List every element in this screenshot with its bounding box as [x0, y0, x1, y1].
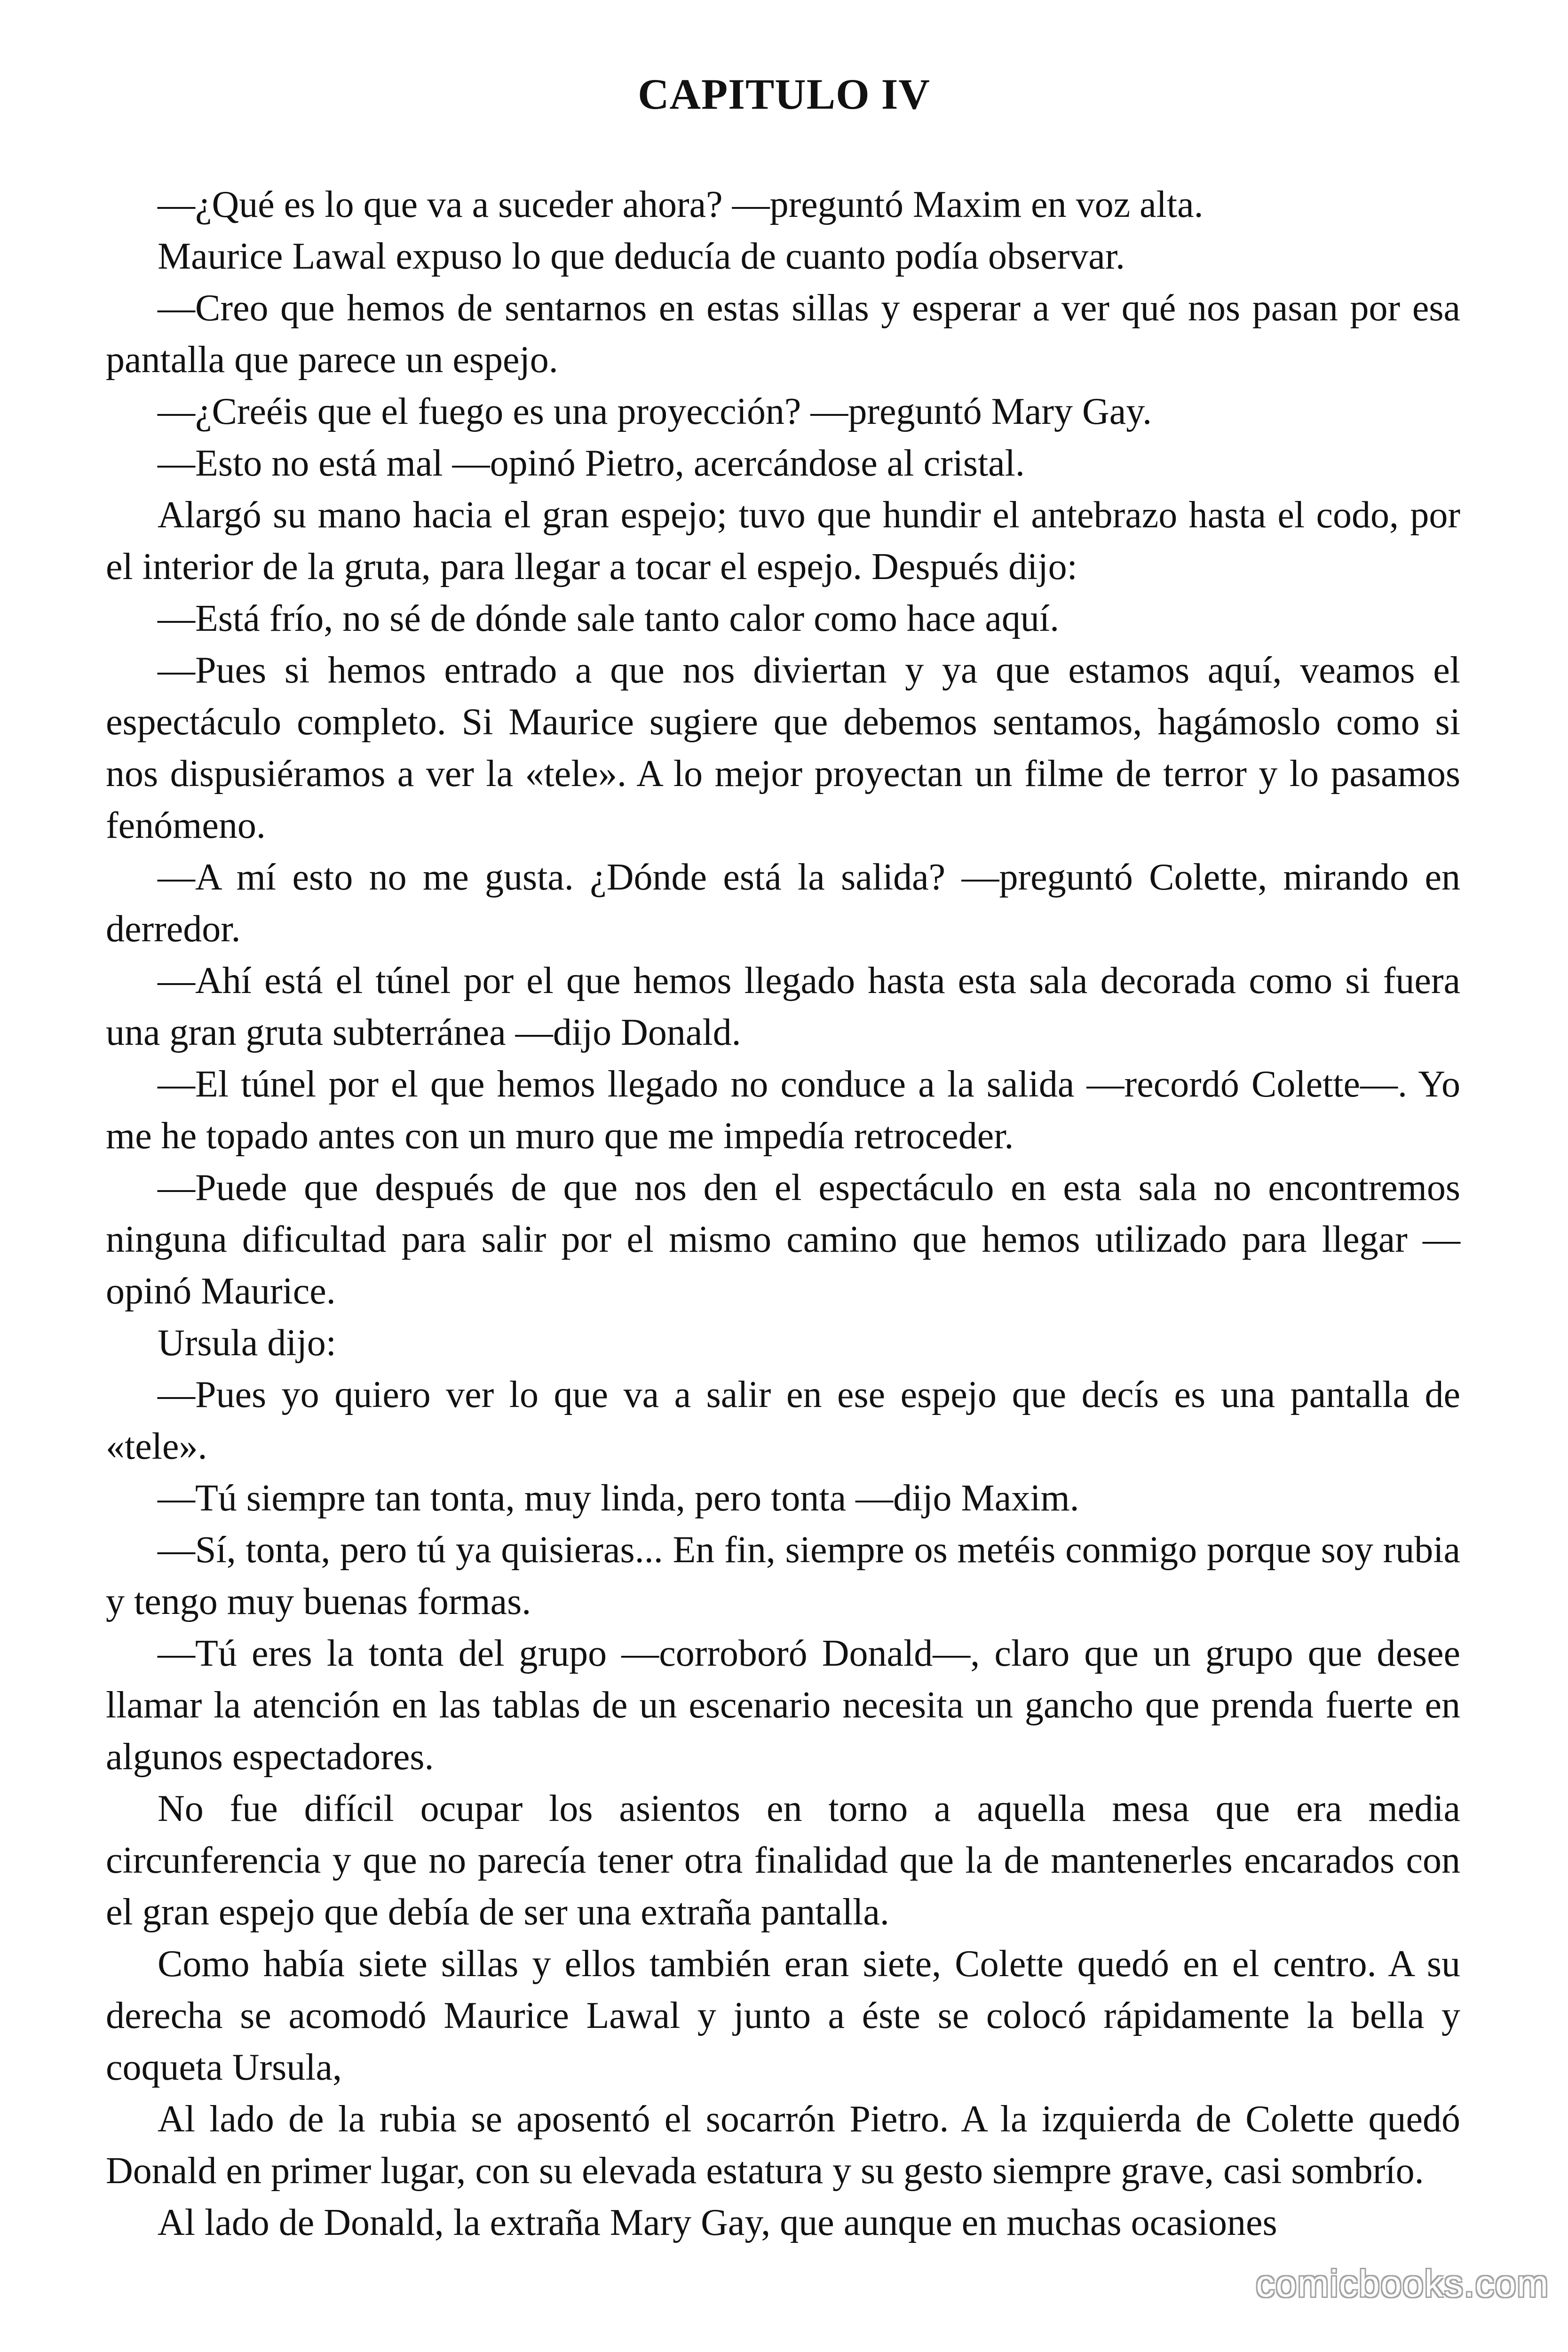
paragraph: Al lado de la rubia se aposentó el socarrón Pietro. A la izquierda de Colette quedó Donald en primer lugar, con su elevada estatura y su gesto siempre grave, casi sombrío. — [106, 2098, 1460, 2192]
paragraph: —¿Qué es lo que va a suceder ahora? —preguntó Maxim en voz alta. — [158, 184, 1204, 225]
paragraph: Alargó su mano hacia el gran espejo; tuvo que hundir el antebrazo hasta el codo, por el interior de la gruta, para llegar a tocar el espejo. Después dijo: — [106, 494, 1460, 588]
paragraph: —Pues yo quiero ver lo que va a salir en ese espejo que decís es una pantalla de «tele». — [106, 1374, 1460, 1467]
paragraph: —Esto no está mal —opinó Pietro, acercándose al cristal. — [158, 443, 1025, 484]
paragraph: —Ahí está el túnel por el que hemos llegado hasta esta sala decorada como si fuera una gran gruta subterránea —dijo Donald. — [106, 960, 1460, 1053]
paragraph: —El túnel por el que hemos llegado no conduce a la salida —recordó Colette—. Yo me he topado antes con un muro que me impedía retroceder. — [106, 1064, 1460, 1157]
paragraph: —Está frío, no sé de dónde sale tanto calor como hace aquí. — [158, 598, 1060, 639]
watermark: comicbooks.com — [1256, 2263, 1549, 2304]
chapter-text — [106, 179, 1460, 2249]
paragraph: Ursula dijo: — [158, 1322, 336, 1364]
paragraph: —Sí, tonta, pero tú ya quisieras... En fin, siempre os metéis conmigo porque soy rubia y tengo muy buenas formas. — [106, 1529, 1460, 1622]
paragraph: —A mí esto no me gusta. ¿Dónde está la salida? —preguntó Colette, mirando en derredor. — [106, 857, 1460, 950]
paragraph: Maurice Lawal expuso lo que deducía de cuanto podía observar. — [158, 236, 1125, 277]
paragraph: —Tú siempre tan tonta, muy linda, pero tonta —dijo Maxim. — [158, 1478, 1079, 1519]
paragraph: —Creo que hemos de sentarnos en estas sillas y esperar a ver qué nos pasan por esa pantalla que parece un espejo. — [106, 287, 1460, 381]
paragraph: Al lado de Donald, la extraña Mary Gay, que aunque en muchas ocasiones — [158, 2202, 1277, 2243]
paragraph: —Pues si hemos entrado a que nos diviertan y ya que estamos aquí, veamos el espectáculo completo. Si Maurice sugiere que debemos sentamos, hagámoslo como si nos dispusiéramos a ver la «tele». A lo mejor proyectan un filme de terror y lo pasamos fenómeno. — [106, 650, 1460, 846]
paragraph: No fue difícil ocupar los asientos en torno a aquella mesa que era media circunferencia y que no parecía tener otra finalidad que la de mantenerles encarados con el gran espejo que debía de ser una extraña pantalla. — [106, 1788, 1460, 1933]
chapter-title: CAPITULO IV — [638, 70, 930, 118]
paragraph: —Tú eres la tonta del grupo —corroboró Donald—, claro que un grupo que desee llamar la atención en las tablas de un escenario necesita un gancho que prenda fuerte en algunos espectadores. — [106, 1633, 1460, 1778]
paragraph: —Puede que después de que nos den el espectáculo en esta sala no encontremos ninguna dificultad para salir por el mismo camino que hemos utilizado para llegar —opinó Maurice. — [106, 1167, 1460, 1312]
paragraph: Como había siete sillas y ellos también eran siete, Colette quedó en el centro. A su derecha se acomodó Maurice Lawal y junto a éste se colocó rápidamente la bella y coqueta Ursula, — [106, 1943, 1460, 2088]
paragraph: —¿Creéis que el fuego es una proyección? —preguntó Mary Gay. — [158, 391, 1152, 432]
